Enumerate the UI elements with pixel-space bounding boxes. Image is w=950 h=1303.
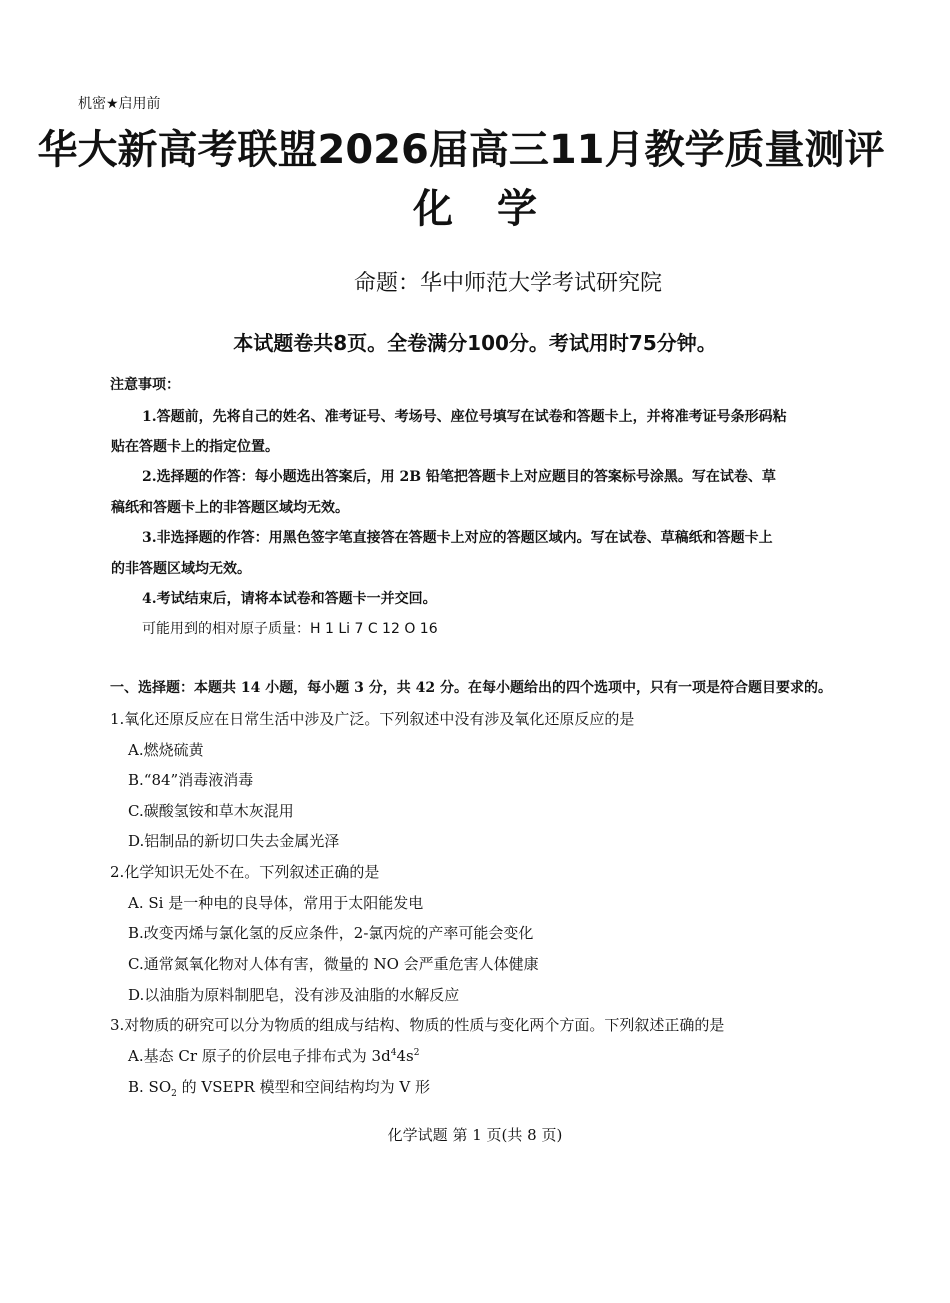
page-footer: 化学试题 第 1 页(共 8 页): [387, 1126, 563, 1144]
option-text: A.基态 Cr 原子的价层电子排布式为 3d: [128, 1047, 391, 1065]
question-option: A.燃烧硫黄: [128, 741, 204, 759]
question-option: B.“84”消毒液消毒: [128, 771, 254, 789]
confidential-label: 机密★启用前: [78, 96, 161, 112]
question-option: [128, 1076, 430, 1099]
question-option: D.铝制品的新切口失去金属光泽: [128, 832, 340, 850]
subject-title: 化 学: [413, 186, 537, 232]
superscript: 4: [390, 1048, 397, 1058]
notice-line: 1.答题前，先将自己的姓名、准考证号、考场号、座位号填写在试卷和答题卡上，并将准考证号条形码粘: [142, 409, 787, 425]
question-stem: 3.对物质的研究可以分为物质的组成与结构、物质的性质与变化两个方面。下列叙述正确的是: [110, 1016, 725, 1034]
superscript: 2: [413, 1048, 420, 1058]
notice-line: 4.考试结束后，请将本试卷和答题卡一并交回。: [142, 591, 437, 607]
exam-title: 华大新高考联盟2026届高三11月教学质量测评: [37, 127, 885, 173]
notice-line: 的非答题区域均无效。: [111, 561, 251, 577]
subscript: 2: [171, 1089, 177, 1099]
atomic-mass-line: 可能用到的相对原子质量：H 1 Li 7 C 12 O 16: [142, 621, 438, 637]
question-option: D.以油脂为原料制肥皂，没有涉及油脂的水解反应: [128, 986, 460, 1004]
notice-heading: 注意事项：: [110, 377, 180, 393]
option-text: 4s: [396, 1047, 414, 1065]
question-stem: 1.氧化还原反应在日常生活中涉及广泛。下列叙述中没有涉及氧化还原反应的是: [110, 710, 635, 728]
exam-author: 命题：华中师范大学考试研究院: [353, 271, 662, 296]
notice-line: 稿纸和答题卡上的非答题区域均无效。: [111, 500, 349, 516]
notice-line: 2.选择题的作答：每小题选出答案后，用 2B 铅笔把答题卡上对应题目的答案标号涂黑。写在试卷、草: [142, 469, 776, 485]
question-option: C.碳酸氢铵和草木灰混用: [128, 802, 294, 820]
question-option: [128, 1045, 419, 1066]
question-stem: 2.化学知识无处不在。下列叙述正确的是: [110, 863, 380, 881]
notice-line: 贴在答题卡上的指定位置。: [111, 439, 279, 455]
exam-info: 本试题卷共8页。全卷满分100分。考试用时75分钟。: [233, 331, 717, 355]
option-text: 的 VSEPR 模型和空间结构均为 V 形: [176, 1078, 430, 1096]
question-option: C.通常氮氧化物对人体有害，微量的 NO 会严重危害人体健康: [128, 955, 539, 973]
option-text: B. SO: [128, 1078, 172, 1096]
notice-line: 3.非选择题的作答：用黑色签字笔直接答在答题卡上对应的答题区域内。写在试卷、草稿纸和答题卡上: [142, 530, 773, 546]
question-option: A. Si 是一种电的良导体，常用于太阳能发电: [128, 894, 424, 912]
section-heading: 一、选择题：本题共 14 小题，每小题 3 分，共 42 分。在每小题给出的四个选项中，只有一项是符合题目要求的。: [110, 680, 832, 696]
question-option: B.改变丙烯与氯化氢的反应条件，2-氯丙烷的产率可能会变化: [128, 924, 534, 942]
